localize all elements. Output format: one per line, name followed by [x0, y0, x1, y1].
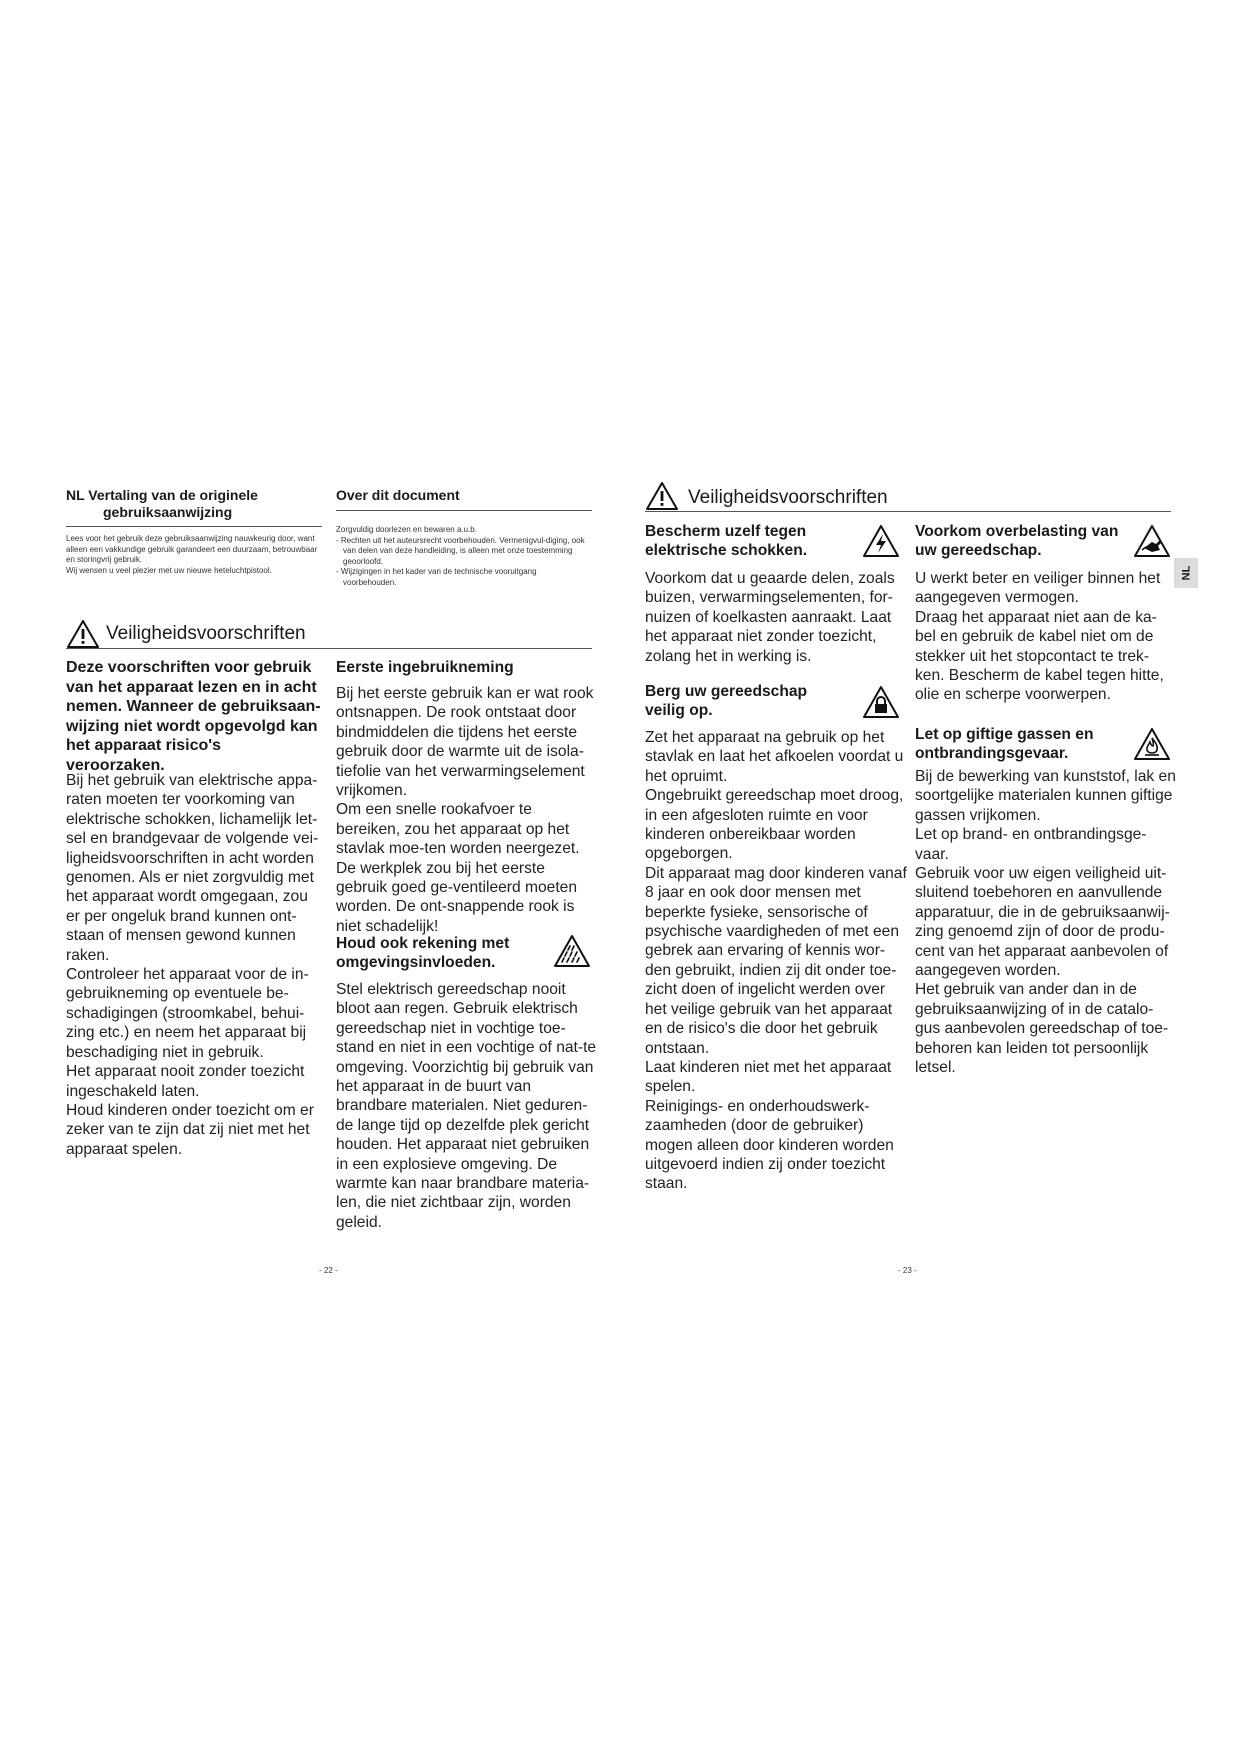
gases-paragraph: Het gebruik van ander dan in de gebruiksaanwijzing of in de catalo-gus aanbevolen gereedschap of toe-behoren kan leiden tot persoonlijk letsel.	[915, 981, 1169, 1077]
safety-paragraph: Houd kinderen onder toezicht om er zeker van te zijn dat zij niet met het apparaat spelen.	[66, 1101, 314, 1158]
page-number-left: - 22 -	[319, 1266, 338, 1275]
overload-paragraph: U werkt beter en veiliger binnen het aangegeven vermogen.	[915, 570, 1161, 607]
environment-body	[336, 980, 598, 1232]
divider	[66, 526, 322, 527]
overload-plug-icon	[1133, 524, 1171, 558]
about-line1: Zorgvuldig doorlezen en bewaren a.u.b.	[336, 525, 477, 534]
safety-title-right: Veiligheidsvoorschriften	[688, 487, 888, 508]
overload-body	[915, 569, 1177, 705]
safety-paragraph: Bij het gebruik van elektrische appa-raten moeten ter voorkoming van elektrische schokken, lichamelijk let-sel en brandgevaar de volgende vei-ligheidsvoorschriften in acht worden genomen. Als er niet zorgvuldig met het apparaat wordt omgegaan, zou er per ongeluk brand kunnen ont-staan of mensen gewond kunnen raken.	[66, 772, 319, 964]
about-title: Over dit document	[336, 487, 460, 503]
overload-paragraph: Draag het apparaat niet aan de ka-bel en gebruik de kabel niet om de stekker uit het stopcontact te trek-ken. Bescherm de kabel tegen hitte, olie en scherpe voorwerpen.	[915, 608, 1164, 704]
overload-title: Voorkom overbelasting van uw gereedschap.	[915, 523, 1119, 559]
safety-paragraph: Het apparaat nooit zonder toezicht ingeschakeld laten.	[66, 1063, 305, 1100]
environment-title: Houd ook rekening met omgevingsinvloeden.	[336, 935, 510, 971]
first-use-title: Eerste ingebruikneming	[336, 659, 514, 676]
warning-triangle-icon	[66, 619, 100, 649]
environment-paragraph: Stel elektrisch gereedschap nooit bloot aan regen. Gebruik elektrisch gereedschap niet in vochtige toe-stand en niet in een vochtige of nat-te omgeving. Voorzichtig bij gebruik van het apparaat in de buurt van brandbare materialen. Niet geduren-de lange tijd op dezelfde plek gericht houden. Het apparaat niet gebruiken in een explosieve omgeving. De warmte kan naar brandbare materia-len, die niet zichtbaar zijn, worden geleid.	[336, 981, 597, 1231]
intro-text	[66, 534, 321, 576]
safety-paragraph: Controleer het apparaat voor de in-gebruikneming op eventuele be-schadigingen (stroomkabel, behui-zing etc.) en neem het apparaat bij beschadiging niet in gebruik.	[66, 966, 309, 1061]
shock-title: Bescherm uzelf tegen elektrische schokken.	[645, 523, 808, 559]
page-number-right: - 23 -	[898, 1266, 917, 1275]
gases-paragraph: Gebruik voor uw eigen veiligheid uit-sluitend toebehoren en aanvullende apparatuur, die in de gebruiksaanwij-zing genoemd zijn of door de produ-cent van het apparaat aanbevolen of aangegeven worden.	[915, 865, 1170, 980]
section-divider	[66, 648, 592, 649]
section-divider	[645, 511, 1171, 512]
first-use-paragraph: Om een snelle rookafvoer te bereiken, zou het apparaat op het stavlak moe-ten worden neergezet. De werkplek zou bij het eerste gebruik goed ge-ventileerd moeten worden. De ont-snappende rook is niet schadelijk!	[336, 801, 580, 935]
electric-shock-icon	[862, 524, 900, 558]
safety-lead-text: Deze voorschriften voor gebruik van het apparaat lezen en in acht nemen. Wanneer de gebruiksaan-wijzing niet wordt opgevolgd kan het apparaat risico's veroorzaken.	[66, 659, 321, 774]
safety-body-column	[66, 771, 322, 1159]
divider	[336, 510, 592, 511]
first-use-body	[336, 684, 598, 936]
translation-heading-line2: gebruiksaanwijzing	[103, 504, 233, 520]
about-text	[336, 525, 591, 588]
fire-hazard-icon	[1133, 727, 1171, 761]
first-use-paragraph: Bij het eerste gebruik kan er wat rook ontsnappen. De rook ontstaat door bindmiddelen die tijdens het eerste gebruik door de warmte uit de isola-tiefolie van het verwarmingselement vrijkomen.	[336, 685, 594, 800]
store-paragraph: Laat kinderen niet met het apparaat spelen.	[645, 1058, 892, 1096]
about-line2: - Rechten uit het auteursrecht voorbehouden. Vermenigvul-diging, ook van delen van deze handleiding, is alleen met onze toestemming geoorloofd.	[336, 535, 585, 566]
safety-title-left: Veiligheidsvoorschriften	[106, 623, 306, 644]
lock-icon	[862, 685, 900, 719]
intro-wish: Wij wensen u veel plezier met uw nieuwe heteluchtpistool.	[66, 565, 272, 575]
translation-heading	[66, 487, 291, 521]
store-body	[645, 728, 907, 1194]
gases-paragraph: Let op brand- en ontbrandingsge-vaar.	[915, 826, 1147, 863]
gases-body	[915, 767, 1177, 1078]
gases-paragraph: Bij de bewerking van kunststof, lak en soortgelijke materialen kunnen giftige gassen vrijkomen.	[915, 768, 1176, 824]
about-line3: - Wijzigingen in het kader van de technische vooruitgang voorbehouden.	[336, 567, 537, 587]
warning-triangle-icon	[645, 481, 679, 511]
store-paragraph: Reinigings- en onderhoudswerk-zaamheden (door de gebruiker) mogen alleen door kinderen worden uitgevoerd indien zij onder toezicht staan.	[645, 1097, 894, 1193]
shock-body	[645, 569, 907, 666]
store-paragraph: Dit apparaat mag door kinderen vanaf 8 jaar en ook door mensen met beperkte fysieke, sensorische of psychische vaardigheden of met een gebrek aan ervaring of kennis wor-den gebruikt, indien zij dit onder toe-zicht doen of ingelicht werden over het veilige gebruik van het apparaat en de risico's die door het gebruik ontstaan.	[645, 864, 907, 1057]
intro-paragraph: Lees voor het gebruik deze gebruiksaanwijzing nauwkeurig door, want alleen een vakkundige gebruik garandeert een duurzaam, betrouwbaar en storingvrij gebruik.	[66, 534, 318, 564]
store-paragraph: Ongebruikt gereedschap moet droog, in een afgesloten ruimte en voor kinderen onbereikbaar worden opgeborgen.	[645, 787, 904, 863]
store-paragraph: Zet het apparaat na gebruik op het stavlak en laat het afkoelen voordat u het opruimt.	[645, 729, 904, 785]
translation-heading-line1: NL Vertaling van de originele	[66, 487, 258, 503]
gases-title: Let op giftige gassen en ontbrandingsgevaar.	[915, 726, 1094, 762]
language-tab	[1174, 558, 1198, 588]
store-title: Berg uw gereedschap veilig op.	[645, 683, 808, 719]
rain-warning-icon	[553, 934, 591, 968]
language-tab-label: NL	[1179, 565, 1192, 581]
shock-paragraph: Voorkom dat u geaarde delen, zoals buizen, verwarmingselementen, for-nuizen of koelkasten aanraakt. Laat het apparaat niet zonder toezicht, zolang het in werking is.	[645, 570, 895, 665]
